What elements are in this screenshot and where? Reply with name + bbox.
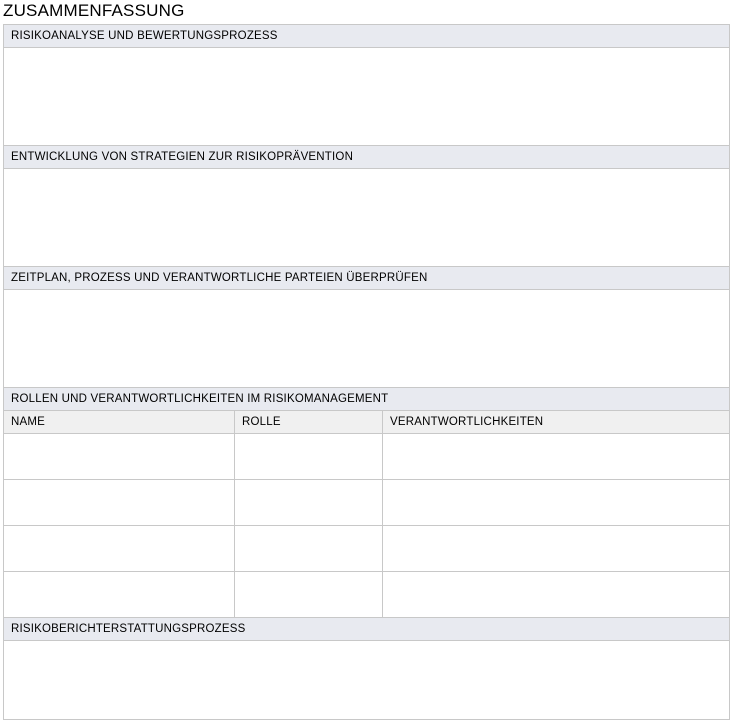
reporting-field[interactable] (4, 641, 730, 720)
name-cell[interactable] (4, 434, 235, 480)
responsibilities-cell[interactable] (383, 526, 730, 572)
table-row (4, 434, 730, 480)
schedule-review-field[interactable] (4, 290, 730, 388)
page-title: ZUSAMMENFASSUNG (3, 1, 185, 20)
section-label: ROLLEN UND VERANTWORTLICHKEITEN IM RISIKOMANAGEMENT (4, 388, 730, 411)
risk-analysis-text-area[interactable] (4, 48, 730, 146)
section-label: RISIKOANALYSE UND BEWERTUNGSPROZESS (4, 25, 730, 48)
name-cell[interactable] (4, 480, 235, 526)
risk-analysis-field[interactable] (4, 48, 730, 146)
responsibilities-cell[interactable] (383, 572, 730, 618)
role-cell[interactable] (235, 572, 383, 618)
reporting-text-area[interactable] (4, 641, 730, 720)
table-row (4, 480, 730, 526)
responsibilities-cell[interactable] (383, 434, 730, 480)
section-header-reporting (4, 618, 730, 641)
responsibilities-cell[interactable] (383, 480, 730, 526)
risk-management-form (3, 24, 730, 720)
table-row (4, 526, 730, 572)
section-label: ZEITPLAN, PROZESS UND VERANTWORTLICHE PARTEIEN ÜBERPRÜFEN (4, 267, 730, 290)
section-header-schedule-review (4, 267, 730, 290)
prevention-field[interactable] (4, 169, 730, 267)
column-header-name: NAME (4, 411, 235, 434)
roles-table-header (4, 411, 730, 434)
schedule-review-text-area[interactable] (4, 290, 730, 388)
prevention-text-area[interactable] (4, 169, 730, 267)
role-cell[interactable] (235, 480, 383, 526)
name-cell[interactable] (4, 526, 235, 572)
column-header-role: ROLLE (235, 411, 383, 434)
role-cell[interactable] (235, 526, 383, 572)
section-header-prevention (4, 146, 730, 169)
name-cell[interactable] (4, 572, 235, 618)
table-row (4, 572, 730, 618)
section-header-risk-analysis (4, 25, 730, 48)
section-header-roles (4, 388, 730, 411)
section-label: RISIKOBERICHTERSTATTUNGSPROZESS (4, 618, 730, 641)
role-cell[interactable] (235, 434, 383, 480)
column-header-responsibilities: VERANTWORTLICHKEITEN (383, 411, 730, 434)
section-label: ENTWICKLUNG VON STRATEGIEN ZUR RISIKOPRÄVENTION (4, 146, 730, 169)
